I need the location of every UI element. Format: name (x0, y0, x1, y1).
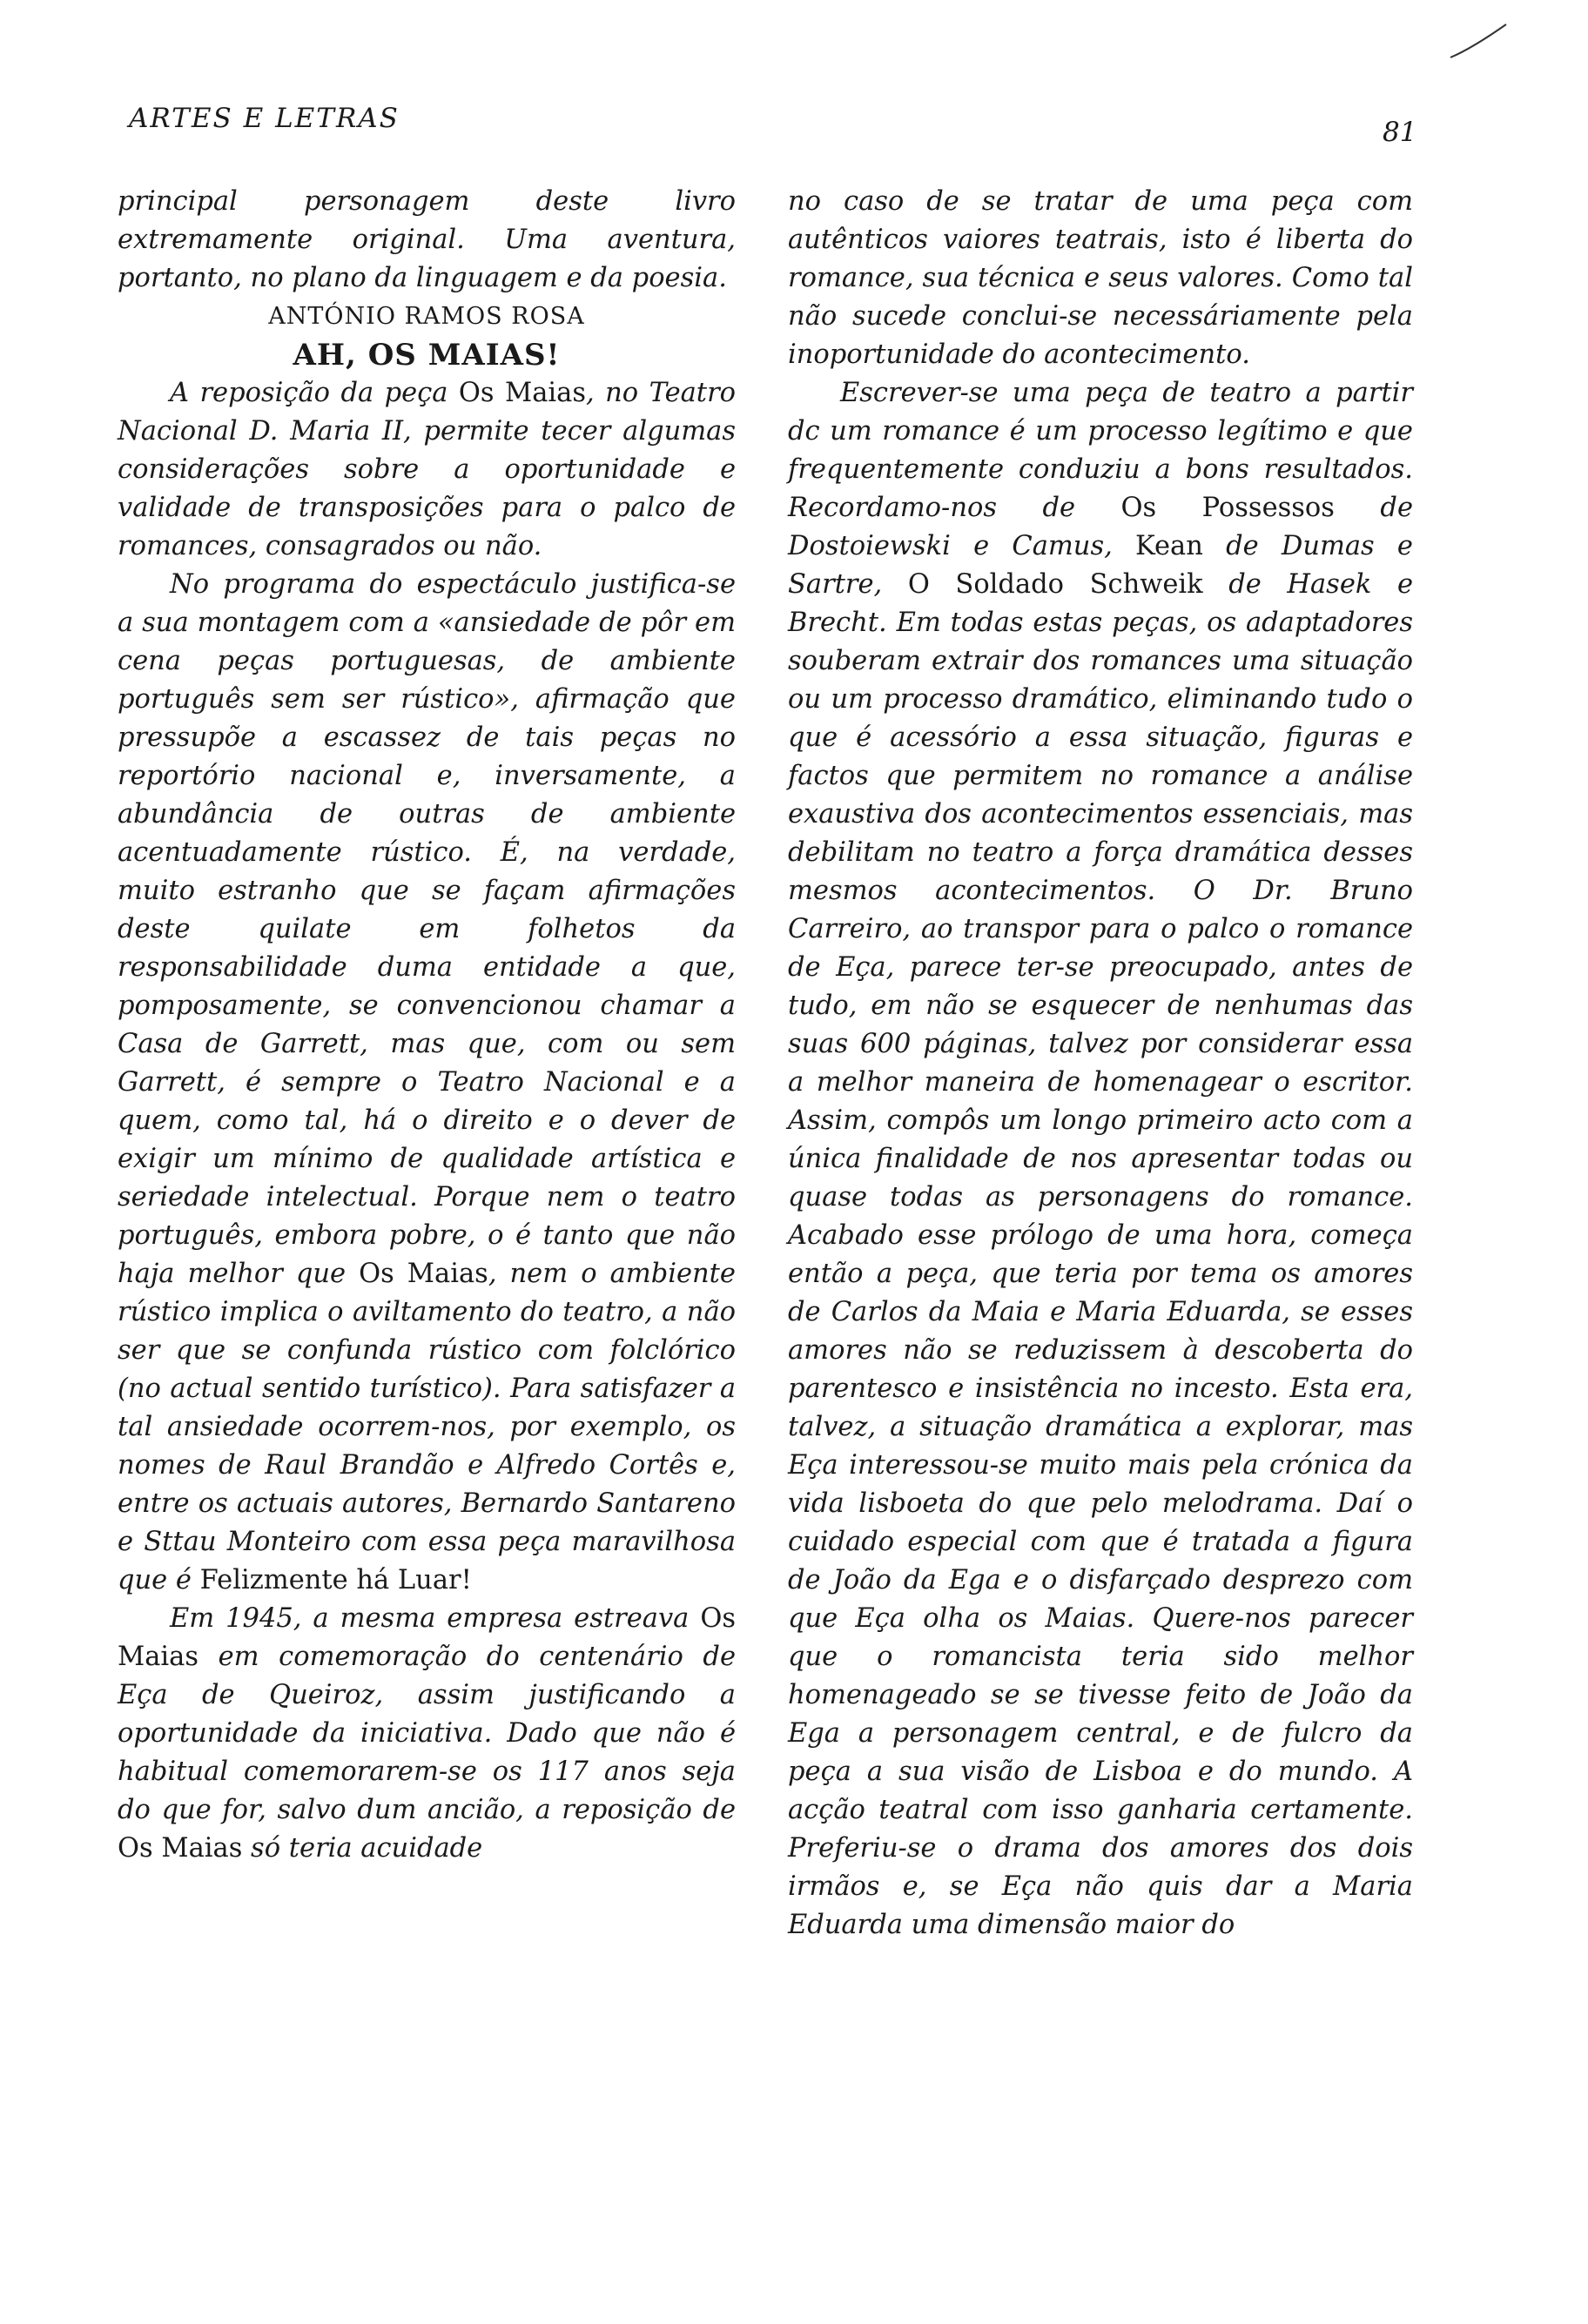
text-run: Escrever-se uma peça de teatro a partir dc um romance é um processo legítimo e que frequentemente conduziu a bons resultados. Recordamo-nos de (788, 378, 1413, 523)
article-paragraph: no caso de se tratar de uma peça com autênticos vaiores teatrais, isto é liberta do romance, sua técnica e seus valores. Como tal não sucede conclui-se necessáriamente pela inoportunidade do acontecimento. (788, 186, 1413, 370)
page-number: 81 (1383, 117, 1417, 148)
text-run: em comemoração do centenário de Eça de Queiroz, assim justificando a oportunidade da iniciativa. Dado que não é habitual comemorarem-se os 117 anos seja do que for, salvo dum ancião, a reposição de (118, 1642, 736, 1825)
article-paragraph (788, 374, 1413, 1945)
article-paragraph (118, 566, 736, 1600)
left-column (118, 183, 736, 1868)
pen-stroke-mark (1445, 19, 1515, 63)
play-title: Os Possessos (1120, 493, 1335, 523)
right-column (788, 183, 1413, 1945)
author-signature: ANTÓNIO RAMOS ROSA (268, 303, 585, 330)
play-title: O Soldado Schweik (907, 569, 1203, 600)
running-header: ARTES E LETRAS (129, 103, 400, 134)
text-run: , nem o ambiente rústico implica o aviltamento do teatro, a não ser que se confunda rústico com folclórico (no actual sentido turístico). Para satisfazer a tal ansiedade ocorrem-nos, por exemplo, os nomes de Raul Brandão e Alfredo Cortês e, entre os actuais autores, Bernardo Santareno e Sttau Monteiro com essa peça maravilhosa que é (118, 1259, 736, 1595)
text-run: de Hasek e Brecht. Em todas estas peças, os adaptadores souberam extrair dos romances uma situação ou um processo dramático, eliminando tudo o que é acessório a essa situação, figuras e factos que permitem no romance a análise exaustiva dos acontecimentos essenciais, mas debilitam no teatro a força dramática desses mesmos acontecimentos. O Dr. Bruno Carreiro, ao transpor para o palco o romance de Eça, parece ter-se preocupado, antes de tudo, em não se esquecer de nenhumas das suas 600 páginas, talvez por considerar essa a melhor maneira de homenagear o escritor. Assim, compôs um longo primeiro acto com a única finalidade de nos apresentar todas ou quase todas as personagens do romance. Acabado esse prólogo de uma hora, começa então a peça, que teria por tema os amores de Carlos da Maia e Maria Eduarda, se esses amores não se reduzissem à descoberta do parentesco e insistência no incesto. Esta era, talvez, a situação dramática a explorar, mas Eça interessou-se muito mais pela crónica da vida lisboeta do que pelo melodrama. Daí o cuidado especial com que é tratada a figura de João da Ega e o disfarçado desprezo com que Eça olha os Maias. Quere-nos parecer que o romancista teria sido melhor homenageado se se tivesse feito de João da Ega a personagem central, e de fulcro da peça a sua visão de Lisboa e do mundo. A acção teatral com isso ganharia certamente. Preferiu-se o drama dos amores dos dois irmãos e, se Eça não quis dar a Maria Eduarda uma dimensão maior do (788, 569, 1413, 1940)
play-title: Felizmente há Luar! (199, 1565, 472, 1595)
play-title: Os Maias (359, 1259, 488, 1289)
play-title: Os Maias (118, 1833, 243, 1864)
play-title: Os Maias (118, 1603, 736, 1672)
text-run: No programa do espectáculo justifica-se a sua montagem com a «ansiedade de pôr em cena peças portuguesas, de ambiente português sem ser rústico», afirmação que pressupõe a escassez de tais peças no reportório nacional e, inversamente, a abundância de outras de ambiente acentuadamente rústico. É, na verdade, muito estranho que se façam afirmações deste quilate em folhetos da responsabilidade duma entidade a que, pomposamente, se convencionou chamar a Casa de Garrett, mas que, com ou sem Garrett, é sempre o Teatro Nacional e a quem, como tal, há o direito e o dever de exigir um mínimo de qualidade artística e seriedade intelectual. Porque nem o teatro português, embora pobre, o é tanto que não haja melhor que (118, 569, 736, 1289)
text-run: de Dumas e Sartre, (788, 531, 1413, 600)
article-title: AH, OS MAIAS! (293, 338, 561, 373)
text-run: A reposição da peça (170, 378, 459, 408)
play-title: Kean (1135, 531, 1203, 561)
text-run: de Dostoiewski e Camus, (788, 493, 1413, 561)
article-paragraph (118, 374, 736, 566)
text-run: Em 1945, a mesma empresa estreava (170, 1603, 701, 1634)
intro-paragraph: principal personagem deste livro extremamente original. Uma aventura, portanto, no plano da linguagem e da poesia. (118, 186, 736, 293)
text-run: só teria acuidade (242, 1833, 483, 1864)
article-paragraph (118, 1600, 736, 1868)
play-title: Os Maias (458, 378, 587, 408)
text-run: , no Teatro Nacional D. Maria II, permite tecer algumas considerações sobre a oportunidade e validade de transposições para o palco de romances, consagrados ou não. (118, 378, 737, 561)
